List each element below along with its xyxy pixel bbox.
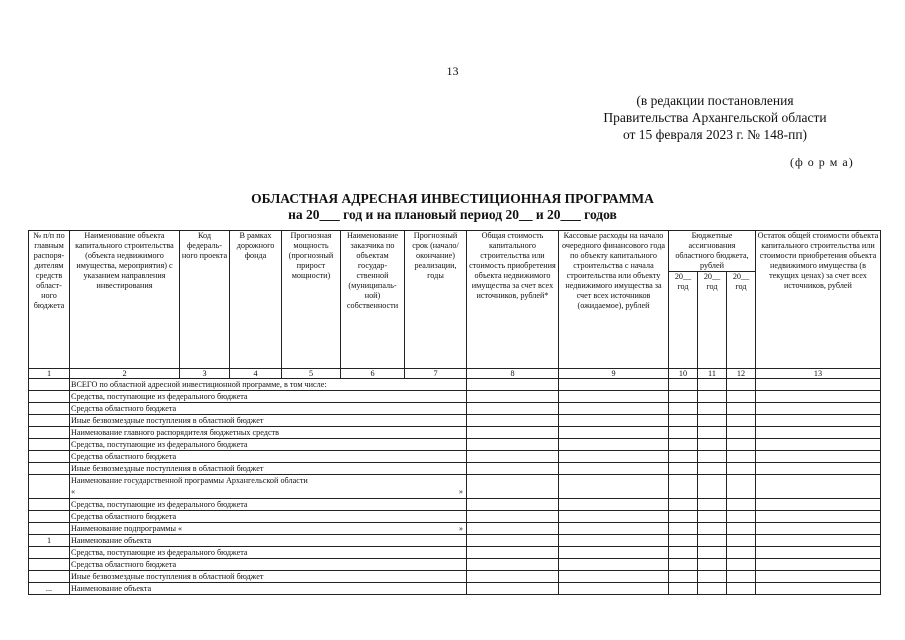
empty-value-cell	[467, 475, 559, 499]
header-year-3: 20__ год	[727, 272, 756, 369]
column-number: 8	[467, 369, 559, 379]
header-row-number: № п/п по главным распоря-дителям средств област-ного бюджета	[29, 231, 70, 369]
empty-value-cell	[669, 391, 698, 403]
empty-value-cell	[669, 463, 698, 475]
header-total-cost: Общая стоимость капитального строительства или стоимость приобретения объекта недвижимого имущества за счет всех источников, рублей*	[467, 231, 559, 369]
empty-value-cell	[467, 559, 559, 571]
empty-value-cell	[727, 415, 756, 427]
empty-value-cell	[669, 439, 698, 451]
empty-value-cell	[727, 571, 756, 583]
empty-value-cell	[756, 415, 881, 427]
row-label: Средства областного бюджета	[70, 451, 467, 463]
row-number-cell	[29, 463, 70, 475]
empty-value-cell	[698, 391, 727, 403]
empty-value-cell	[698, 463, 727, 475]
table-row	[29, 499, 881, 511]
title-line-1: ОБЛАСТНАЯ АДРЕСНАЯ ИНВЕСТИЦИОННАЯ ПРОГРАММА	[251, 191, 654, 206]
row-number-cell	[29, 499, 70, 511]
table-row	[29, 583, 881, 595]
empty-value-cell	[698, 535, 727, 547]
empty-value-cell	[727, 511, 756, 523]
table-row	[29, 439, 881, 451]
empty-value-cell	[559, 523, 669, 535]
edition-line-3: от 15 февраля 2023 г. № 148-пп)	[622, 127, 808, 142]
empty-value-cell	[698, 571, 727, 583]
empty-value-cell	[727, 583, 756, 595]
empty-value-cell	[669, 499, 698, 511]
empty-value-cell	[727, 427, 756, 439]
table-row	[29, 535, 881, 547]
edition-note	[560, 92, 870, 143]
empty-value-cell	[727, 535, 756, 547]
table-row	[29, 511, 881, 523]
table-row	[29, 559, 881, 571]
empty-value-cell	[756, 475, 881, 499]
empty-value-cell	[467, 583, 559, 595]
empty-value-cell	[756, 559, 881, 571]
header-remaining-cost: Остаток общей стоимости объекта капитального строительства или стоимости приобретения объекта недвижимого имущества (в текущих ценах) за счет всех источников, рублей	[756, 231, 881, 369]
empty-value-cell	[669, 427, 698, 439]
empty-value-cell	[559, 475, 669, 499]
column-number: 5	[282, 369, 341, 379]
empty-value-cell	[669, 535, 698, 547]
empty-value-cell	[756, 535, 881, 547]
row-number-cell	[29, 547, 70, 559]
empty-value-cell	[669, 379, 698, 391]
header-customer: Наименование заказчика по объектам государ-ственной (муниципаль-ной) собственности	[341, 231, 405, 369]
empty-value-cell	[669, 475, 698, 499]
empty-value-cell	[467, 391, 559, 403]
empty-value-cell	[727, 403, 756, 415]
empty-value-cell	[559, 511, 669, 523]
row-label: ВСЕГО по областной адресной инвестиционной программе, в том числе:	[70, 379, 467, 391]
column-number: 6	[341, 369, 405, 379]
row-number-cell	[29, 403, 70, 415]
empty-value-cell	[756, 463, 881, 475]
empty-value-cell	[559, 451, 669, 463]
row-number-cell	[29, 391, 70, 403]
row-label: Средства областного бюджета	[70, 403, 467, 415]
empty-value-cell	[698, 511, 727, 523]
row-number-cell: ...	[29, 583, 70, 595]
row-label-cell	[70, 475, 467, 499]
empty-value-cell	[559, 499, 669, 511]
row-label: Средства областного бюджета	[70, 511, 467, 523]
column-number: 3	[180, 369, 230, 379]
empty-value-cell	[698, 547, 727, 559]
header-federal-project-code: Код федераль-ного проекта	[180, 231, 230, 369]
row-number-cell	[29, 475, 70, 499]
row-number-cell	[29, 559, 70, 571]
empty-value-cell	[559, 391, 669, 403]
row-number-cell	[29, 523, 70, 535]
table-row	[29, 391, 881, 403]
table-row	[29, 415, 881, 427]
empty-value-cell	[698, 499, 727, 511]
empty-value-cell	[669, 403, 698, 415]
empty-value-cell	[727, 463, 756, 475]
empty-value-cell	[756, 547, 881, 559]
row-number-cell	[29, 451, 70, 463]
empty-value-cell	[756, 583, 881, 595]
empty-value-cell	[669, 451, 698, 463]
empty-value-cell	[756, 439, 881, 451]
empty-value-cell	[467, 547, 559, 559]
empty-value-cell	[669, 571, 698, 583]
empty-value-cell	[698, 403, 727, 415]
empty-value-cell	[467, 499, 559, 511]
empty-value-cell	[727, 475, 756, 499]
empty-value-cell	[727, 559, 756, 571]
row-number-cell	[29, 415, 70, 427]
empty-value-cell	[698, 415, 727, 427]
quote-close: »	[458, 487, 463, 496]
header-year-2: 20__ год	[698, 272, 727, 369]
row-label: Средства областного бюджета	[70, 559, 467, 571]
empty-value-cell	[467, 451, 559, 463]
empty-value-cell	[559, 379, 669, 391]
table-row	[29, 571, 881, 583]
empty-value-cell	[467, 571, 559, 583]
header-budget-allocations: Бюджетные ассигнования областного бюджета, рублей	[669, 231, 756, 272]
header-cash-expenses: Кассовые расходы на начало очередного финансового года по объекту капитального строительства с начала строительства или объекту недвижимого имущества за счет всех источников (ожидаемое), рублей	[559, 231, 669, 369]
column-number: 1	[29, 369, 70, 379]
empty-value-cell	[467, 415, 559, 427]
header-period: Прогнозный срок (начало/ окончание) реализации, годы	[405, 231, 467, 369]
empty-value-cell	[698, 559, 727, 571]
empty-value-cell	[559, 571, 669, 583]
page-number: 13	[446, 64, 459, 78]
empty-value-cell	[559, 403, 669, 415]
row-number-cell	[29, 511, 70, 523]
empty-value-cell	[727, 547, 756, 559]
empty-value-cell	[467, 535, 559, 547]
row-label: Средства, поступающие из федерального бюджета	[70, 439, 467, 451]
table-row	[29, 475, 881, 499]
row-number-cell	[29, 427, 70, 439]
table-row	[29, 451, 881, 463]
table-row	[29, 379, 881, 391]
investment-program-table	[28, 230, 881, 595]
row-label-cell	[70, 523, 467, 535]
edition-line-1: (в редакции постановления	[636, 93, 794, 108]
edition-line-2: Правительства Архангельской области	[603, 110, 827, 125]
column-number: 7	[405, 369, 467, 379]
row-number-cell	[29, 571, 70, 583]
empty-value-cell	[467, 523, 559, 535]
table-row	[29, 403, 881, 415]
empty-value-cell	[727, 499, 756, 511]
column-numbers-row	[29, 369, 881, 379]
column-number: 11	[698, 369, 727, 379]
row-label: Средства, поступающие из федерального бюджета	[70, 499, 467, 511]
empty-value-cell	[756, 571, 881, 583]
empty-value-cell	[756, 427, 881, 439]
table-row	[29, 427, 881, 439]
empty-value-cell	[756, 499, 881, 511]
empty-value-cell	[727, 379, 756, 391]
row-number-cell	[29, 439, 70, 451]
column-number: 13	[756, 369, 881, 379]
table-row	[29, 523, 881, 535]
empty-value-cell	[727, 391, 756, 403]
empty-value-cell	[559, 559, 669, 571]
column-number: 10	[669, 369, 698, 379]
table-body	[29, 379, 881, 595]
empty-value-cell	[467, 427, 559, 439]
empty-value-cell	[669, 547, 698, 559]
empty-value-cell	[467, 439, 559, 451]
empty-value-cell	[467, 463, 559, 475]
quoted-name-line	[71, 523, 463, 534]
empty-value-cell	[559, 427, 669, 439]
row-label: Иные безвозмездные поступления в областной бюджет	[70, 415, 467, 427]
header-object-name: Наименование объекта капитального строительства (объекта недвижимого имущества, мероприятия) с указанием направления инвестирования	[70, 231, 180, 369]
quote-open: «	[71, 487, 76, 496]
row-label: Наименование главного распорядителя бюджетных средств	[70, 427, 467, 439]
empty-value-cell	[698, 427, 727, 439]
quoted-name-line	[71, 486, 463, 497]
column-number: 4	[230, 369, 282, 379]
empty-value-cell	[467, 403, 559, 415]
empty-value-cell	[669, 583, 698, 595]
empty-value-cell	[467, 511, 559, 523]
form-label: (ф о р м а)	[790, 155, 854, 169]
row-label: Наименование подпрограммы «	[71, 524, 183, 533]
row-label: Средства, поступающие из федерального бюджета	[70, 391, 467, 403]
empty-value-cell	[727, 451, 756, 463]
empty-value-cell	[698, 379, 727, 391]
column-number: 2	[70, 369, 180, 379]
empty-value-cell	[669, 511, 698, 523]
row-label: Иные безвозмездные поступления в областной бюджет	[70, 571, 467, 583]
empty-value-cell	[727, 439, 756, 451]
empty-value-cell	[669, 559, 698, 571]
header-year-1: 20__ год	[669, 272, 698, 369]
empty-value-cell	[727, 523, 756, 535]
empty-value-cell	[756, 511, 881, 523]
empty-value-cell	[559, 439, 669, 451]
table-row	[29, 463, 881, 475]
empty-value-cell	[756, 379, 881, 391]
title-line-2: на 20___ год и на плановый период 20__ и 20___ годов	[288, 207, 617, 222]
row-label: Наименование объекта	[70, 583, 467, 595]
row-label: Иные безвозмездные поступления в областной бюджет	[70, 463, 467, 475]
table-row	[29, 547, 881, 559]
header-capacity: Прогнозная мощность (прогнозный прирост мощности)	[282, 231, 341, 369]
quote-close: »	[458, 524, 463, 533]
row-label: Наименование государственной программы Архангельской области	[71, 476, 308, 485]
row-label: Средства, поступающие из федерального бюджета	[70, 547, 467, 559]
document-title	[0, 191, 905, 223]
empty-value-cell	[698, 439, 727, 451]
empty-value-cell	[698, 475, 727, 499]
empty-value-cell	[669, 523, 698, 535]
header-road-fund: В рамках дорожного фонда	[230, 231, 282, 369]
column-number: 12	[727, 369, 756, 379]
empty-value-cell	[559, 535, 669, 547]
row-number-cell: 1	[29, 535, 70, 547]
empty-value-cell	[559, 463, 669, 475]
row-number-cell	[29, 379, 70, 391]
empty-value-cell	[467, 379, 559, 391]
empty-value-cell	[559, 583, 669, 595]
empty-value-cell	[698, 583, 727, 595]
empty-value-cell	[756, 451, 881, 463]
empty-value-cell	[698, 451, 727, 463]
empty-value-cell	[669, 415, 698, 427]
empty-value-cell	[698, 523, 727, 535]
column-number: 9	[559, 369, 669, 379]
row-label: Наименование объекта	[70, 535, 467, 547]
empty-value-cell	[756, 391, 881, 403]
empty-value-cell	[559, 415, 669, 427]
empty-value-cell	[559, 547, 669, 559]
empty-value-cell	[756, 403, 881, 415]
empty-value-cell	[756, 523, 881, 535]
